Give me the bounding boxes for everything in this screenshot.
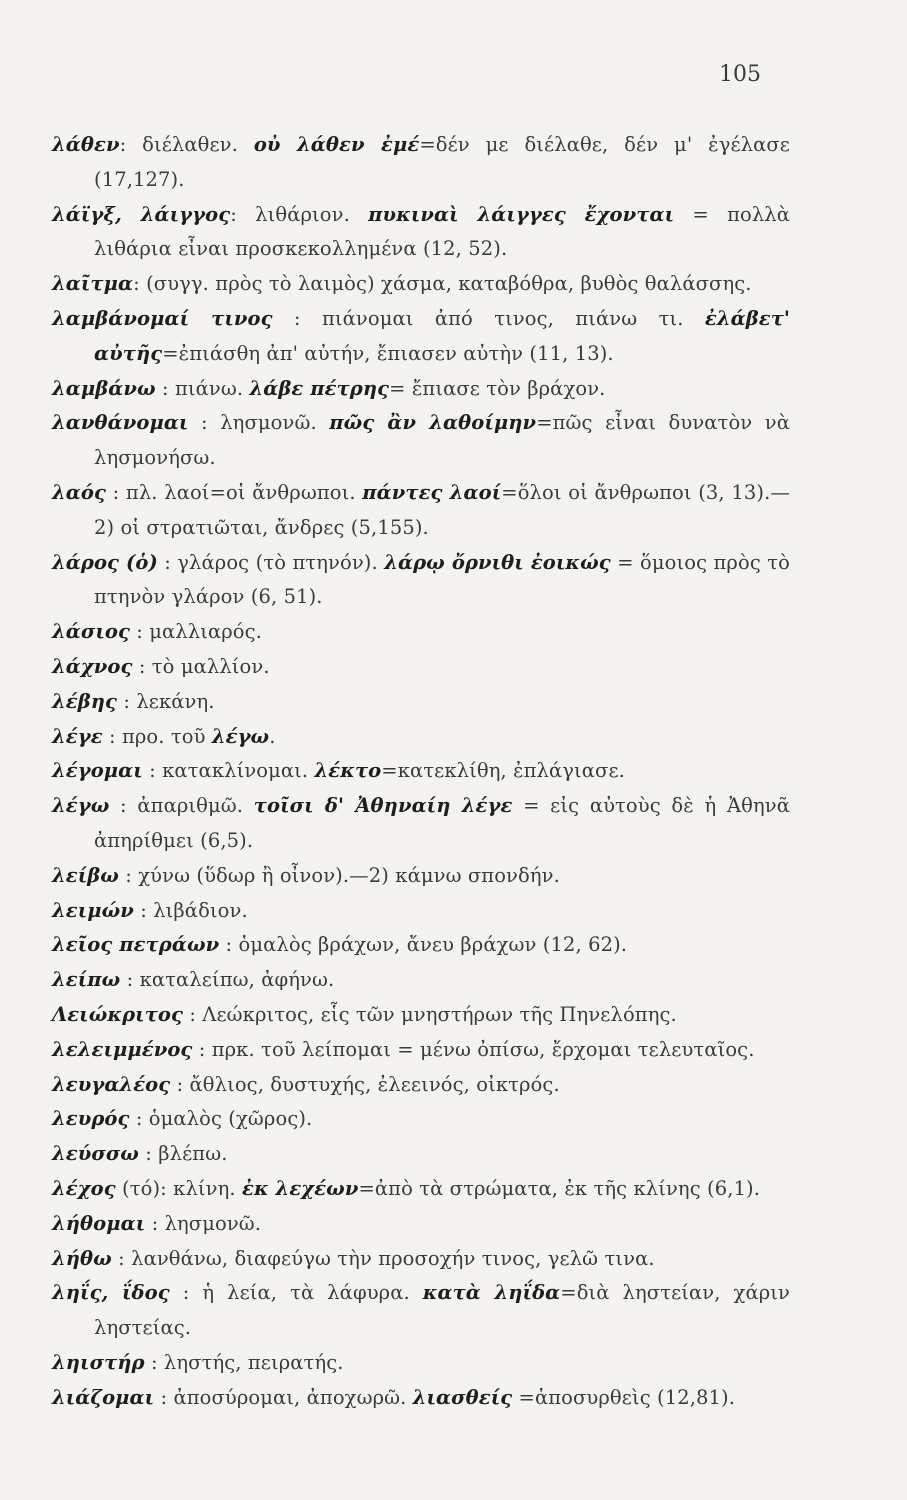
separator: : <box>144 1350 164 1374</box>
separator: : <box>155 376 175 400</box>
headword: λανθάνομαι <box>52 411 189 435</box>
separator: : <box>272 306 322 330</box>
dictionary-entry <box>52 1276 790 1346</box>
phrase-translation: =ἀπὸ τὰ στρώματα, ἐκ τῆς κλίνης (6,1). <box>358 1176 761 1200</box>
example-phrase: λιασθείς <box>412 1385 513 1409</box>
phrase-translation: =ἀποσυρθεὶς (12,81). <box>512 1385 736 1409</box>
example-phrase: λέγω <box>211 724 270 748</box>
separator: : <box>157 550 178 574</box>
dictionary-entry <box>52 1381 790 1416</box>
dictionary-entry <box>52 859 790 894</box>
definition-text: λεκάνη. <box>136 689 215 713</box>
definition-text: ὁμαλὸς (χῶρος). <box>148 1107 313 1131</box>
headword: λιάζομαι <box>52 1385 155 1409</box>
separator: : <box>120 968 140 992</box>
headword: λειμών <box>52 898 134 922</box>
definition-text: κατακλίνομαι. <box>162 759 315 783</box>
dictionary-entry <box>52 1137 790 1172</box>
separator: : <box>154 1385 174 1409</box>
headword: ληΐς, ΐδος <box>52 1281 170 1305</box>
dictionary-entry <box>52 546 790 616</box>
example-phrase: λάρῳ ὄρνιθι ἐοικώς <box>384 550 611 574</box>
separator: : <box>133 898 154 922</box>
phrase-translation: = πολλὰ λιθάρια εἶναι προσκεκολλημένα (12, 52). <box>94 202 791 261</box>
example-phrase: ἐλάβετ' αὐτῆς <box>94 306 790 365</box>
dictionary-entry <box>52 1102 790 1137</box>
separator: : <box>133 272 147 296</box>
definition-text: βλέπω. <box>158 1142 228 1166</box>
separator: : <box>129 1107 149 1131</box>
separator: : <box>230 202 256 226</box>
dictionary-entry <box>52 1346 790 1381</box>
definition-text: πλ. λαοί=οἱ ἄνθρωποι. <box>125 480 363 504</box>
separator: : <box>219 933 239 957</box>
phrase-translation: =ἐπιάσθη ἀπ' αὐτήν, ἔπιασεν αὐτὴν (11, 13). <box>162 341 614 365</box>
headword: λευγαλέος <box>52 1072 171 1096</box>
headword: λέγω <box>52 794 110 818</box>
definition-text: ὁμαλὸς βράχων, ἄνευ βράχων (12, 62). <box>238 933 628 957</box>
dictionary-entry <box>52 754 790 789</box>
example-phrase: οὐ λάθεν ἐμέ <box>253 133 420 156</box>
headword: λέγομαι <box>52 759 143 783</box>
example-phrase: λάβε πέτρης <box>249 376 390 400</box>
definition-text: λησμονῶ. <box>164 1211 262 1235</box>
separator: : <box>170 1072 190 1096</box>
definition-text: διέλαθεν. <box>142 133 254 156</box>
headword: λάϊγξ, λάιγγος <box>52 202 231 226</box>
definition-text: καταλείπω, ἀφήνω. <box>139 968 335 992</box>
definition-text: ἀπαριθμῶ. <box>137 794 254 818</box>
headword: λείπω <box>52 968 121 992</box>
dictionary-entry <box>52 720 790 755</box>
headword: Λειώκριτος <box>52 1002 184 1026</box>
separator: : <box>192 1037 212 1061</box>
separator: : <box>102 724 122 748</box>
definition-text: ἡ λεία, τὰ λάφυρα. <box>202 1281 423 1305</box>
dictionary-entry <box>52 406 790 476</box>
headword: λέγε <box>52 724 103 748</box>
example-phrase: ἐκ λεχέων <box>241 1176 359 1200</box>
example-phrase: πάντες λαοί <box>362 480 502 504</box>
headword: λεύσσω <box>52 1142 139 1166</box>
definition-text: πρκ. τοῦ λείπομαι = μένω ὀπίσω, ἔρχομαι τελευταῖος. <box>211 1037 755 1061</box>
separator: : <box>117 689 137 713</box>
definition-text: προ. τοῦ <box>121 724 212 748</box>
headword: λελειμμένος <box>52 1037 193 1061</box>
headword: λέχος <box>52 1176 116 1200</box>
dictionary-entry <box>52 302 790 372</box>
headword: λάχνος <box>52 654 133 678</box>
dictionary-entry <box>52 1242 790 1277</box>
dictionary-entry <box>52 963 790 998</box>
definition-text: πιάνομαι ἀπό τινος, πιάνω τι. <box>321 306 705 330</box>
separator: : <box>119 133 143 156</box>
definition-text: λιθάριον. <box>255 202 369 226</box>
definition-text: λανθάνω, διαφεύγω τὴν προσοχήν τινος, γελῶ τινα. <box>131 1246 655 1270</box>
dictionary-entry <box>52 789 790 859</box>
separator: (τό): <box>115 1176 174 1200</box>
example-phrase: πυκιναὶ λάιγγες ἔχονται <box>368 202 675 226</box>
headword: λευρός <box>52 1107 130 1131</box>
dictionary-entry <box>52 1068 790 1103</box>
headword: λείβω <box>52 863 119 887</box>
separator: : <box>188 411 221 435</box>
headword: λαμβάνομαί τινος <box>52 306 273 330</box>
definition-text: κλίνη. <box>173 1176 242 1200</box>
dictionary-entry <box>52 685 790 720</box>
dictionary-entry <box>52 372 790 407</box>
separator: : <box>105 480 126 504</box>
definition-text: πιάνω. <box>175 376 250 400</box>
definition-text: μαλλιαρός. <box>149 620 262 644</box>
example-phrase: λέκτο <box>314 759 382 783</box>
headword: λαῖτμα <box>52 272 134 296</box>
phrase-translation: = ὅμοιος πρὸς τὸ πτηνὸν γλάρον (6, 51). <box>94 550 790 609</box>
headword: λαμβάνω <box>52 376 156 400</box>
dictionary-entry <box>52 928 790 963</box>
phrase-translation: =κατεκλίθη, ἐπλάγιασε. <box>381 759 625 783</box>
headword: λαός <box>52 480 106 504</box>
definition-text: ληστής, πειρατής. <box>163 1350 344 1374</box>
separator: : <box>169 1281 203 1305</box>
definition-text: ἄθλιος, δυστυχής, ἐλεεινός, οἰκτρός. <box>189 1072 560 1096</box>
separator: : <box>142 759 163 783</box>
definition-text: λιβάδιον. <box>153 898 248 922</box>
phrase-translation: =πῶς εἶναι δυνατὸν νὰ λησμονήσω. <box>94 411 790 470</box>
headword: λήθομαι <box>52 1211 146 1235</box>
separator: : <box>183 1002 203 1026</box>
dictionary-entry <box>52 615 790 650</box>
definition-text: (συγγ. πρὸς τὸ λαιμὸς) χάσμα, καταβόθρα, βυθὸς θαλάσσης. <box>146 272 752 296</box>
dictionary-entry <box>52 128 790 198</box>
dictionary-entry <box>52 1172 790 1207</box>
definition-text: τὸ μαλλίον. <box>151 654 270 678</box>
example-phrase: πῶς ἂν λαθοίμην <box>329 411 537 435</box>
dictionary-entries <box>52 128 790 1415</box>
separator: : <box>111 1246 132 1270</box>
example-phrase: κατὰ ληΐδα <box>422 1281 561 1305</box>
headword: λήθω <box>52 1246 112 1270</box>
phrase-translation: =ὅλοι οἱ ἄνθρωποι (3, 13).—2) οἱ στρατιῶται, ἄνδρες (5,155). <box>94 480 790 539</box>
headword: λάρος (ὁ) <box>52 550 158 574</box>
separator: : <box>132 654 152 678</box>
headword: ληιστήρ <box>52 1350 145 1374</box>
definition-text: Λεώκριτος, εἷς τῶν μνηστήρων τῆς Πηνελόπης. <box>202 1002 677 1026</box>
definition-text: ἀποσύρομαι, ἀποχωρῶ. <box>173 1385 413 1409</box>
dictionary-entry <box>52 894 790 929</box>
phrase-translation: = ἔπιασε τὸν βράχον. <box>389 376 606 400</box>
separator: : <box>129 620 150 644</box>
page-number: 105 <box>719 62 761 87</box>
dictionary-entry <box>52 650 790 685</box>
separator: : <box>109 794 138 818</box>
definition-text: λησμονῶ. <box>220 411 330 435</box>
phrase-translation: = εἰς αὐτοὺς δὲ ἡ Ἀθηνᾶ ἀπηρίθμει (6,5). <box>94 794 790 852</box>
headword: λεῖος πετράων <box>52 933 220 957</box>
headword: λάσιος <box>52 620 130 644</box>
headword: λάθεν <box>52 133 120 156</box>
separator: : <box>118 863 139 887</box>
dictionary-entry <box>52 1033 790 1068</box>
dictionary-entry <box>52 198 790 268</box>
example-phrase: τοῖσι δ' Ἀθηναίη λέγε <box>253 794 513 818</box>
dictionary-entry <box>52 998 790 1033</box>
definition-text: χύνω (ὕδωρ ἢ οἶνον).—2) κάμνω σπονδήν. <box>138 863 560 887</box>
separator: : <box>145 1211 165 1235</box>
dictionary-entry <box>52 267 790 302</box>
phrase-translation: =διὰ ληστείαν, χάριν ληστείας. <box>94 1281 790 1340</box>
phrase-translation: . <box>269 724 276 748</box>
headword: λέβης <box>52 689 118 713</box>
dictionary-entry <box>52 476 790 546</box>
dictionary-entry <box>52 1207 790 1242</box>
separator: : <box>138 1142 159 1166</box>
phrase-translation: =δέν με διέλαθε, δέν μ' ἐγέλασε (17,127). <box>94 133 791 191</box>
definition-text: γλάρος (τὸ πτηνόν). <box>177 550 385 574</box>
